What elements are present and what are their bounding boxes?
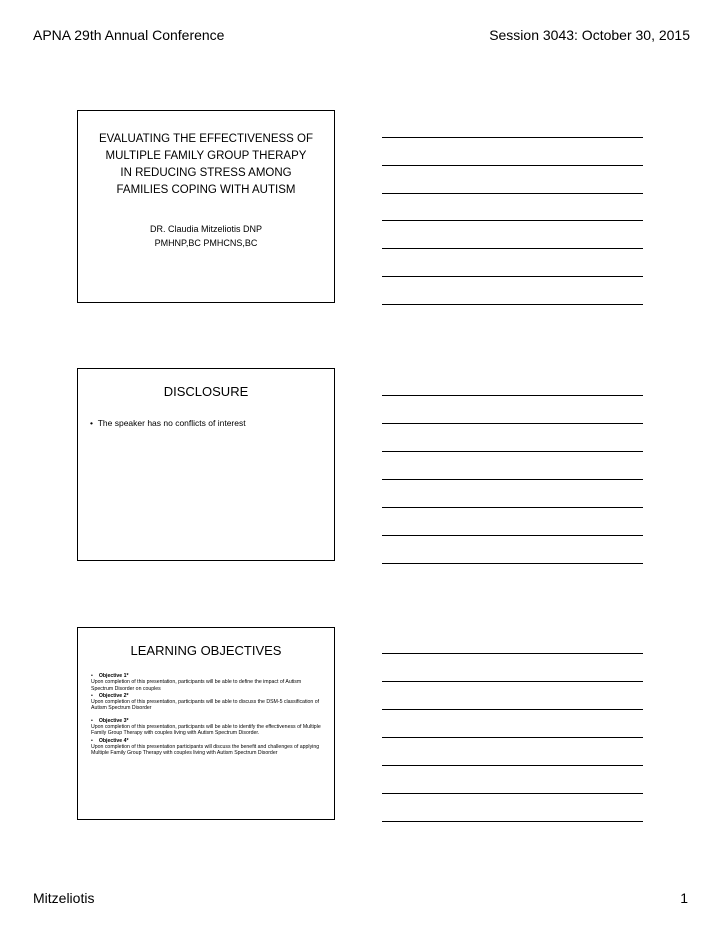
bullet-icon: • bbox=[90, 418, 98, 428]
bullet-text: The speaker has no conflicts of interest bbox=[97, 418, 246, 428]
objective-heading: • Objective 3* bbox=[91, 717, 129, 724]
slide-2-bullet bbox=[90, 418, 324, 428]
objective-heading: • Objective 1* bbox=[91, 673, 129, 679]
note-line bbox=[382, 193, 643, 194]
note-line bbox=[382, 137, 643, 138]
note-line bbox=[382, 765, 643, 766]
note-line bbox=[382, 248, 643, 249]
note-line bbox=[382, 451, 643, 452]
author-line: PMHNP,BC PMHCNS,BC bbox=[154, 238, 258, 248]
header-left: APNA 29th Annual Conference bbox=[33, 27, 225, 43]
note-line bbox=[382, 563, 643, 564]
note-line bbox=[382, 709, 643, 710]
note-line bbox=[382, 681, 643, 682]
note-line bbox=[382, 395, 643, 396]
slide-3-thumbnail bbox=[77, 627, 335, 820]
note-line bbox=[382, 220, 643, 221]
title-line: IN REDUCING STRESS AMONG bbox=[120, 167, 292, 179]
slide-3-title: LEARNING OBJECTIVES bbox=[130, 643, 282, 658]
slide-1-title bbox=[86, 131, 326, 199]
note-line bbox=[382, 737, 643, 738]
note-line bbox=[382, 479, 643, 480]
objective-heading: • Objective 2* bbox=[91, 692, 129, 699]
note-line bbox=[382, 165, 643, 166]
note-line bbox=[382, 507, 643, 508]
note-line bbox=[382, 276, 643, 277]
objective-text: Upon completion of this presentation, participants will be able to identify the effectiveness of Multiple Family Group Therapy with couples living with Autism Spectrum Disorder. bbox=[91, 724, 321, 737]
objective-text: Upon completion of this presentation, participants will be able to define the impact of Autism Spectrum Disorder on couples bbox=[91, 679, 302, 692]
slide-2-title: DISCLOSURE bbox=[163, 384, 249, 399]
title-line: MULTIPLE FAMILY GROUP THERAPY bbox=[105, 150, 307, 162]
slide-1-thumbnail bbox=[77, 110, 335, 303]
note-line bbox=[382, 423, 643, 424]
note-line bbox=[382, 821, 643, 822]
note-line bbox=[382, 653, 643, 654]
objective-text: Upon completion of this presentation, participants will be able to discuss the DSM-5 classification of Autism Spectrum Disorder bbox=[91, 699, 320, 712]
slide-1-author bbox=[86, 222, 326, 250]
title-line: EVALUATING THE EFFECTIVENESS OF bbox=[98, 133, 314, 145]
objective-heading: • Objective 4* bbox=[91, 737, 129, 744]
slide-2-thumbnail bbox=[77, 368, 335, 561]
objectives-list bbox=[91, 673, 324, 758]
note-line bbox=[382, 535, 643, 536]
objective-text: Upon completion of this presentation participants will discuss the benefit and challenges of applying Multiple Family Group Therapy with couples living with Autism Spectrum Disorder bbox=[91, 743, 320, 757]
header-right: Session 3043: October 30, 2015 bbox=[489, 27, 690, 43]
footer-left: Mitzeliotis bbox=[33, 890, 95, 906]
note-line bbox=[382, 793, 643, 794]
page-number: 1 bbox=[680, 890, 688, 906]
title-line: FAMILIES COPING WITH AUTISM bbox=[116, 184, 296, 196]
author-line: DR. Claudia Mitzeliotis DNP bbox=[149, 224, 263, 234]
note-line bbox=[382, 304, 643, 305]
